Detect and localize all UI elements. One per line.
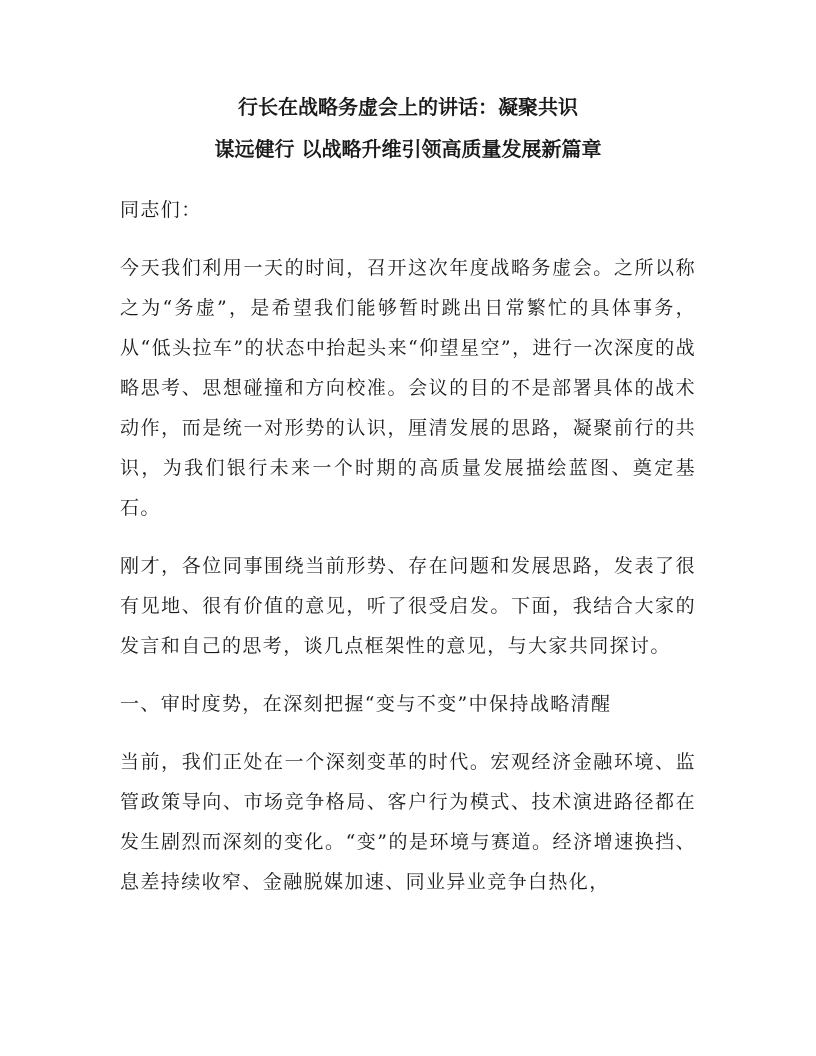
title-line-2: 谋远健行 以战略升维引领高质量发展新篇章 (214, 137, 602, 161)
document-title (120, 88, 696, 168)
section-1-paragraph: 当前，我们正处在一个深刻变革的时代。宏观经济金融环境、监管政策导向、市场竞争格局、客户行为模式、技术演进路径都在发生剧烈而深刻的变化。“变”的是环境与赛道。经济增速换挡、息差持续收窄、金融脱媒加速、同业异业竞争白热化， (120, 751, 696, 893)
section-1-heading: 一、审时度势，在深刻把握“变与不变”中保持战略清醒 (120, 693, 612, 715)
paragraph-discussion: 刚才，各位同事围绕当前形势、存在问题和发展思路，发表了很有见地、很有价值的意见，听了很受启发。下面，我结合大家的发言和自己的思考，谈几点框架性的意见，与大家共同探讨。 (120, 555, 696, 657)
salutation: 同志们： (120, 199, 202, 221)
paragraph-opening: 今天我们利用一天的时间，召开这次年度战略务虚会。之所以称之为“务虚”，是希望我们能够暂时跳出日常繁忙的具体事务，从“低头拉车”的状态中抬起头来“仰望星空”，进行一次深度的战略思考、思想碰撞和方向校准。会议的目的不是部署具体的战术动作，而是统一对形势的认识，厘清发展的思路，凝聚前行的共识，为我们银行未来一个时期的高质量发展描绘蓝图、奠定基石。 (120, 257, 696, 519)
title-line-1: 行长在战略务虚会上的讲话：凝聚共识 (238, 95, 578, 119)
document-page (120, 88, 696, 902)
